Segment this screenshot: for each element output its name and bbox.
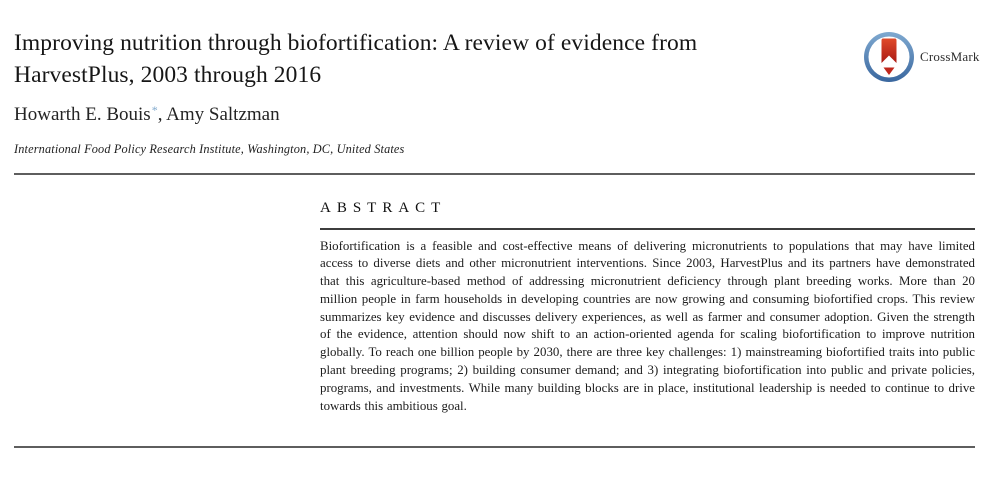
abstract-heading: ABSTRACT <box>320 200 447 216</box>
author-separator: , <box>157 104 167 125</box>
author-line <box>14 104 280 126</box>
article-title-line2: HarvestPlus, 2003 through 2016 <box>14 62 322 88</box>
article-title-line1: Improving nutrition through biofortification: A review of evidence from <box>14 30 698 56</box>
divider-under-abstract-heading <box>320 228 975 230</box>
author-name-2: Amy Saltzman <box>166 104 280 125</box>
affiliation: International Food Policy Research Institute, Washington, DC, United States <box>14 142 405 156</box>
crossmark-label: CrossMark <box>920 49 980 64</box>
crossmark-icon <box>863 31 915 83</box>
author-name-1: Howarth E. Bouis <box>14 104 151 125</box>
abstract-text: Biofortification is a feasible and cost-effective means of delivering micronutrients to populations that may have limited access to diverse diets and other micronutrient interventions. Since 2003, HarvestPlus and its partners have demonstrated that this agriculture-based method of addressing micronutrient deficiency through plant breeding works. More than 20 million people in farm households in developing countries are now growing and consuming biofortified crops. This review summarizes key evidence and discusses delivery experiences, as well as farmer and consumer adoption. Given the strength of the evidence, attention should now shift to an action-oriented agenda for scaling biofortification to improve nutrition globally. To reach one billion people by 2030, there are three key challenges: 1) mainstreaming biofortified traits into public plant breeding programs; 2) building consumer demand; and 3) integrating biofortification into public and private policies, programs, and investments. While many building blocks are in place, institutional leadership is needed to continue to drive towards this ambitious goal. <box>320 238 975 413</box>
article-title <box>14 27 697 91</box>
corresponding-author-asterisk-link[interactable]: * <box>151 103 158 117</box>
divider-bottom <box>14 446 975 448</box>
abstract-section <box>320 200 975 415</box>
crossmark-button[interactable] <box>863 31 980 83</box>
divider-under-affiliation <box>14 173 975 175</box>
